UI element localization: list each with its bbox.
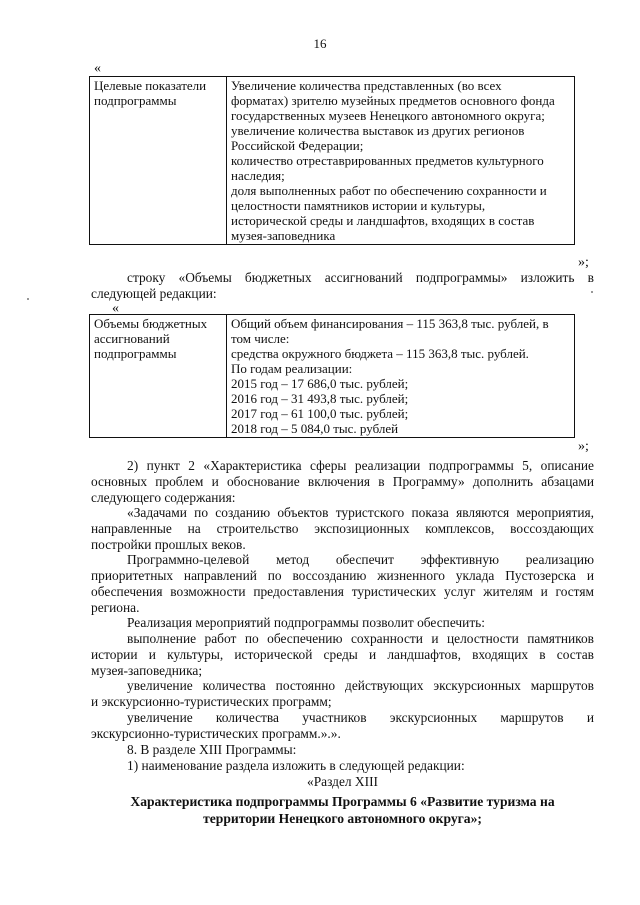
table-line: Общий объем финансирования – 115 363,8 тыс. рублей, в (231, 316, 549, 331)
paragraph-program-method: Программно-целевой метод обеспечит эффективную реализацию приоритетных направлений по воссозданию жизненного уклада Пустозерска и обеспечения возможности предоставления туристических услуг жителям и гостям региона. (91, 552, 594, 615)
close-quote: »; (578, 255, 589, 270)
table-line: государственных музеев Ненецкого автономного округа; (231, 108, 545, 123)
table-label-cell: Целевые показатели подпрограммы (90, 77, 227, 245)
budget-table (89, 314, 575, 438)
section-bold-title: Характеристика подпрограммы Программы 6 «Развитие туризма на территории Ненецкого автономного округа»; (130, 794, 555, 826)
paragraph-budget-row: строку «Объемы бюджетных ассигнований подпрограммы» изложить в следующей редакции: (91, 270, 594, 301)
table-line: исторической среды и ландшафтов, входящих в состав (231, 213, 535, 228)
table-line: Российской Федерации; (231, 138, 364, 153)
paragraph-routes: увеличение количества постоянно действующих экскурсионных маршрутов и экскурсионно-туристических программ; (91, 678, 594, 709)
paragraph-realization: Реализация мероприятий подпрограммы позволит обеспечить: (127, 615, 486, 630)
table-line: увеличение количества выставок из других регионов (231, 123, 525, 138)
page-number: 16 (313, 36, 327, 51)
table-line: По годам реализации: (231, 361, 353, 376)
table-line: 2016 год – 31 493,8 тыс. рублей; (231, 391, 409, 406)
table-line: музея-заповедника (231, 228, 336, 243)
table-line: количество отреставрированных предметов культурного (231, 153, 544, 168)
table-line: форматах) зрителю музейных предметов основного фонда (231, 93, 555, 108)
table-line: наследия; (231, 168, 285, 183)
paragraph-item-8: 8. В разделе XIII Программы: (127, 742, 297, 757)
table-line: 2015 год – 17 686,0 тыс. рублей; (231, 376, 409, 391)
table-line: том числе: (231, 331, 290, 346)
scan-speck (591, 291, 593, 293)
table-value-cell (227, 315, 575, 438)
table-value-cell (227, 77, 575, 245)
scan-speck (27, 298, 29, 300)
close-quote: »; (578, 439, 589, 454)
table-line: целостности памятников истории и культуры, (231, 198, 486, 213)
paragraph-item-2: 2) пункт 2 «Характеристика сферы реализации подпрограммы 5, описание основных проблем и обоснование включения в Программу» дополнить абзацами следующего содержания: (91, 458, 594, 505)
table-line: 2018 год – 5 084,0 тыс. рублей (231, 421, 399, 436)
paragraph-works: выполнение работ по обеспечению сохранности и целостности памятников истории и культуры, исторической среды и ландшафтов, входящих в состав музея-заповедника; (91, 631, 594, 678)
paragraph-item-8-1: 1) наименование раздела изложить в следующей редакции: (127, 758, 465, 773)
table-line: средства окружного бюджета – 115 363,8 тыс. рублей. (231, 346, 529, 361)
open-quote: « (112, 301, 119, 316)
table-line: доля выполненных работ по обеспечению сохранности и (231, 183, 547, 198)
table-line: Увеличение количества представленных (во всех (231, 78, 502, 93)
table-line: 2017 год – 61 100,0 тыс. рублей; (231, 406, 409, 421)
paragraph-participants: увеличение количества участников экскурсионных маршрутов и экскурсионно-туристических программ.».». (91, 710, 594, 741)
open-quote: « (94, 61, 101, 76)
table-label-cell: Объемы бюджетных ассигнований подпрограммы (90, 315, 227, 438)
section-heading: «Раздел XIII (307, 774, 378, 789)
paragraph-tasks: «Задачами по созданию объектов туристского показа являются мероприятия, направленные на строительство экспозиционных комплексов, воссоздающих постройки прошлых веков. (91, 505, 594, 552)
target-indicators-table (89, 76, 575, 245)
